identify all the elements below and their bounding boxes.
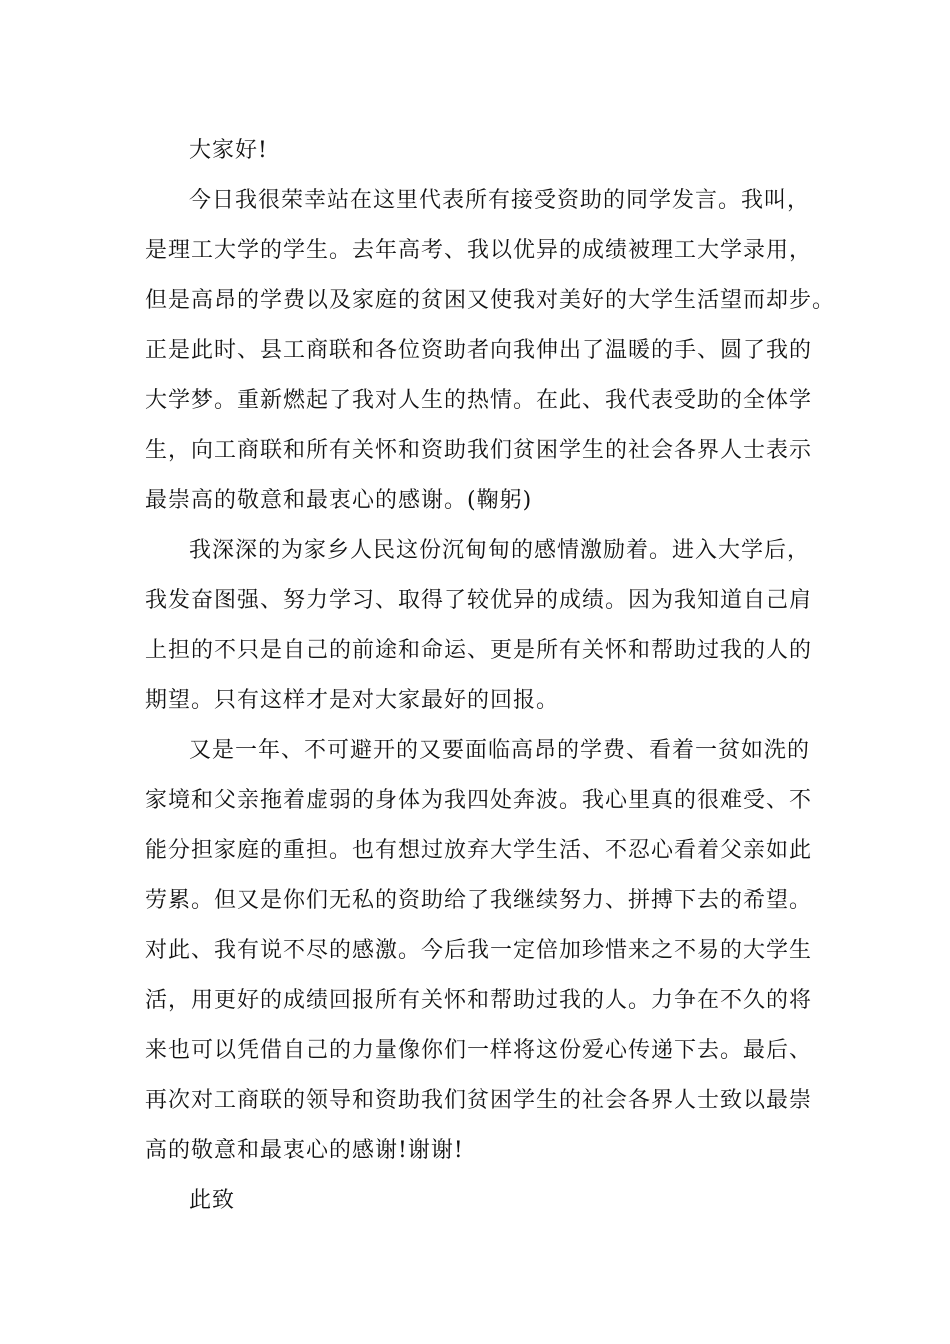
- paragraph-1-line-3: 但是高昂的学费以及家庭的贫困又使我对美好的大学生活望而却步。: [145, 288, 836, 313]
- paragraph-3-line-7: 来也可以凭借自己的力量像你们一样将这份爱心传递下去。最后、: [145, 1038, 813, 1063]
- paragraph-1-line-1: 今日我很荣幸站在这里代表所有接受资助的同学发言。我叫，: [189, 188, 811, 213]
- paragraph-2-line-2: 我发奋图强、努力学习、取得了较优异的成绩。因为我知道自己肩: [145, 588, 813, 613]
- paragraph-3-line-4: 劳累。但又是你们无私的资助给了我继续努力、拼搏下去的希望。: [145, 888, 813, 913]
- paragraph-3-line-3: 能分担家庭的重担。也有想过放弃大学生活、不忍心看着父亲如此: [145, 838, 813, 863]
- paragraph-3-line-5: 对此、我有说不尽的感激。今后我一定倍加珍惜来之不易的大学生: [145, 938, 813, 963]
- paragraph-1-line-6: 生，向工商联和所有关怀和资助我们贫困学生的社会各界人士表示: [145, 438, 813, 463]
- paragraph-1-line-7: 最崇高的敬意和最衷心的感谢。(鞠躬): [145, 488, 533, 513]
- paragraph-3-line-2: 家境和父亲拖着虚弱的身体为我四处奔波。我心里真的很难受、不: [145, 788, 813, 813]
- greeting-line: 大家好!: [189, 138, 268, 163]
- paragraph-3-line-9: 高的敬意和最衷心的感谢!谢谢!: [145, 1138, 464, 1163]
- paragraph-2-line-4: 期望。只有这样才是对大家最好的回报。: [145, 688, 560, 713]
- paragraph-1-line-5: 大学梦。重新燃起了我对人生的热情。在此、我代表受助的全体学: [145, 388, 813, 413]
- paragraph-2-line-1: 我深深的为家乡人民这份沉甸甸的感情激励着。进入大学后，: [189, 538, 811, 563]
- paragraph-2-line-3: 上担的不只是自己的前途和命运、更是所有关怀和帮助过我的人的: [145, 638, 813, 663]
- paragraph-3-line-1: 又是一年、不可避开的又要面临高昂的学费、看着一贫如洗的: [189, 738, 811, 763]
- paragraph-3-line-8: 再次对工商联的领导和资助我们贫困学生的社会各界人士致以最崇: [145, 1088, 813, 1113]
- paragraph-3-line-6: 活，用更好的成绩回报所有关怀和帮助过我的人。力争在不久的将: [145, 988, 813, 1013]
- paragraph-1-line-4: 正是此时、县工商联和各位资助者向我伸出了温暖的手、圆了我的: [145, 338, 813, 363]
- document-body: [145, 126, 836, 1226]
- closing-line: 此致: [189, 1188, 236, 1213]
- paragraph-1-line-2: 是理工大学的学生。去年高考、我以优异的成绩被理工大学录用，: [145, 238, 813, 263]
